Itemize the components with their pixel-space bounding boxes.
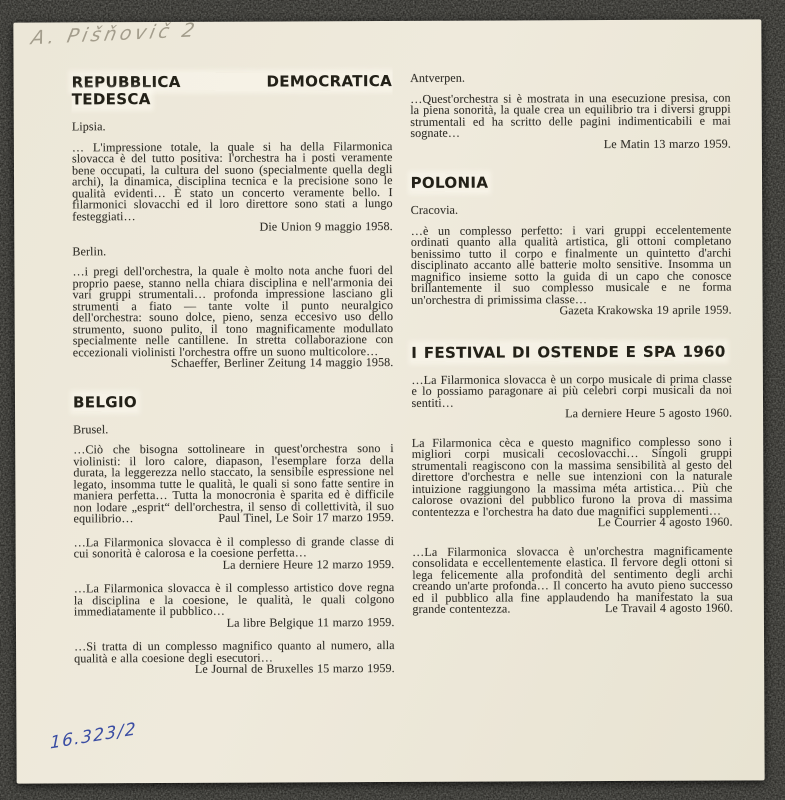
quote-text: …La Filarmonica slovacca è un corpo musicale di prima classe e lo possiamo paragonare ai più celebri corpi musicali da noi sentiti…	[411, 371, 732, 410]
press-quote	[410, 92, 731, 151]
quote-text: …La Filarmonica slovacca è il complesso di grande classe di cui sonorità è calorosa e la coesione perfetta…	[73, 533, 395, 561]
place-label-cracovia: Cracovia.	[410, 202, 459, 217]
press-quote	[411, 224, 732, 317]
press-quote	[411, 373, 732, 420]
quote-text: …La Filarmonica slovacca è il complesso artistico dove regna la disciplina e la coesione, le qualità, le quali colgono immediatamente il pubblico…	[73, 579, 395, 619]
quote-citation: Paul Tinel, Le Soir 17 marzo 1959.	[218, 509, 395, 525]
press-quote	[72, 262, 394, 370]
place-label-antverpen: Antverpen.	[410, 70, 465, 85]
quote-text: …i pregi dell'orchestra, la quale è molto nota anche fuori del proprio paese, stanno nella chiara disciplina e nell'armonia dei vari gruppi strumentali… profonda impressione lasciano gli strumenti a fiato — tante volte il punto neuralgico dell'orchestra: souno dolce, pieno, senza eccesivo uso dello strumento, suono pulito, il tono magnificamente modullato specialmente nelle cantillene. In stretta collaborazione con eccezionali violinisti l'orchestra offre un suono multicolore…	[72, 262, 394, 359]
section-heading-belgio: BELGIO	[72, 392, 138, 411]
quote-text: La Filarmonica cèca e questo magnifico complesso sono i migliori corpi musicali cecoslovacchi… Singoli gruppi strumentali reagiscono con la massima sensibilità al gesto del direttore d'orchestra e nelle sue intenzioni con la naturale intuizione raggiungono la massima méta artistica… Più che calorose ovazioni del pubblico furono la prova di massima contentezza e l'orchestra ha dato due magnifici supplementi…	[411, 434, 733, 519]
press-quote	[72, 140, 393, 233]
quote-text: …La Filarmonica slovacca è un'orchestra magnificamente consolidata e eccellentemente elastica. Il fervore degli ottoni si lega felicemente alla profondità del sentimento degli archi creando un'arte profonda… Il concerto ha avuto pieno successo ed il pubblico alla fine applaudendo ha manifestato la sua grande contentezza. Le Travail 4 agosto 1960.	[412, 543, 733, 616]
press-quote	[412, 545, 733, 615]
handwritten-archive-number: 16.323/2	[49, 719, 138, 754]
page-content	[72, 72, 734, 688]
place-label-brusel: Brusel.	[73, 421, 109, 436]
quote-citation: Schaeffer, Berliner Zeitung 14 maggio 1958.	[170, 354, 394, 370]
quote-citation: Le Courrier 4 agosto 1960.	[597, 514, 733, 530]
quote-citation: Le Travail 4 agosto 1960.	[604, 600, 733, 616]
quote-citation: La libre Belgique 11 marzo 1959.	[226, 614, 395, 630]
quote-text: …Ciò che bisogna sottolineare in quest'orchestra sono i violinisti: il loro calore, diapason, l'esemplare forza della durata, la leggerezza nello staccato, la sensibile espressione nel legato, insomma tutte le qualità, le quali si sono fatte sentire in maniera perfetta… Tutta la monocronia è sparita ed è difficile non lodare „esprit“ dell'orchestra, il senso di collettività, il suo equilibrio… Paul Tinel, Le Soir 17 marzo 1959.	[73, 440, 395, 526]
quote-citation: La derniere Heure 12 marzo 1959.	[222, 556, 395, 572]
handwritten-pencil-annotation: A. Pišňovič 2	[29, 19, 200, 50]
section-heading-festival-ostende-spa: I FESTIVAL DI OSTENDE E SPA 1960	[411, 342, 726, 362]
place-label-lipsia: Lipsia.	[71, 119, 106, 134]
quote-citation: La derniere Heure 5 agosto 1960.	[565, 405, 733, 421]
press-quote	[74, 535, 395, 571]
section-heading-repubblica-democratica-tedesca: REPUBBLICA DEMOCRATICA TEDESCA	[71, 71, 393, 109]
document-page	[13, 19, 764, 783]
section-heading-polonia: POLONIA	[410, 173, 489, 192]
quote-citation: Le Journal de Bruxelles 15 marzo 1959.	[194, 660, 395, 676]
place-label-berlin: Berlin.	[72, 243, 107, 258]
quote-text: …è un complesso perfetto: i vari gruppi eccelentemente ordinati quanto alla qualità artistica, gli ottoni completano benissimo tutto il corpo e finalmente un quintetto d'archi disciplinato accanto alle batterie molto sensitive. Insomma un magnifico insieme sotto la guida di un capo che conosce brillantemente il suo complesso musicale e ne forma un'orchestra di primissima classe… Gazeta Krakowska 19 aprile 1959.	[410, 222, 732, 318]
right-column	[410, 72, 733, 687]
press-quote	[412, 436, 733, 529]
quote-text: …Quest'orchestra si è mostrata in una esecuzione presisa, con la piena sonorità, la quale crea un equilibrio tra i diversi gruppi strumentali ed ha scritto delle pagini indimenticabili e mai sognate…	[410, 90, 731, 140]
quote-citation: Die Union 9 maggio 1958.	[259, 218, 393, 234]
left-column	[72, 73, 395, 688]
press-quote	[73, 440, 395, 526]
quote-citation: Gazeta Krakowska 19 aprile 1959.	[559, 302, 732, 318]
press-quote	[73, 579, 395, 630]
press-quote	[74, 637, 395, 676]
quote-text: …Si tratta di un complesso magnifico quanto al numero, alla qualità e alla coesione degli esecutori…	[74, 637, 395, 665]
quote-text: … L'impressione totale, la quale si ha della Filarmonica slovacca è del tutto positiva: l'orchestra ha i posti veramente bene occupati, la cultura del suono (specialmente quella degli archi), la dinamica, disciplina tecnica e la precisione sono le qualità evidenti… È stato un concerto veramente bello. I filarmonici slovacchi ed il loro direttore sono stati a lungo festeggiati…	[71, 138, 393, 223]
quote-citation: Le Matin 13 marzo 1959.	[603, 136, 731, 151]
